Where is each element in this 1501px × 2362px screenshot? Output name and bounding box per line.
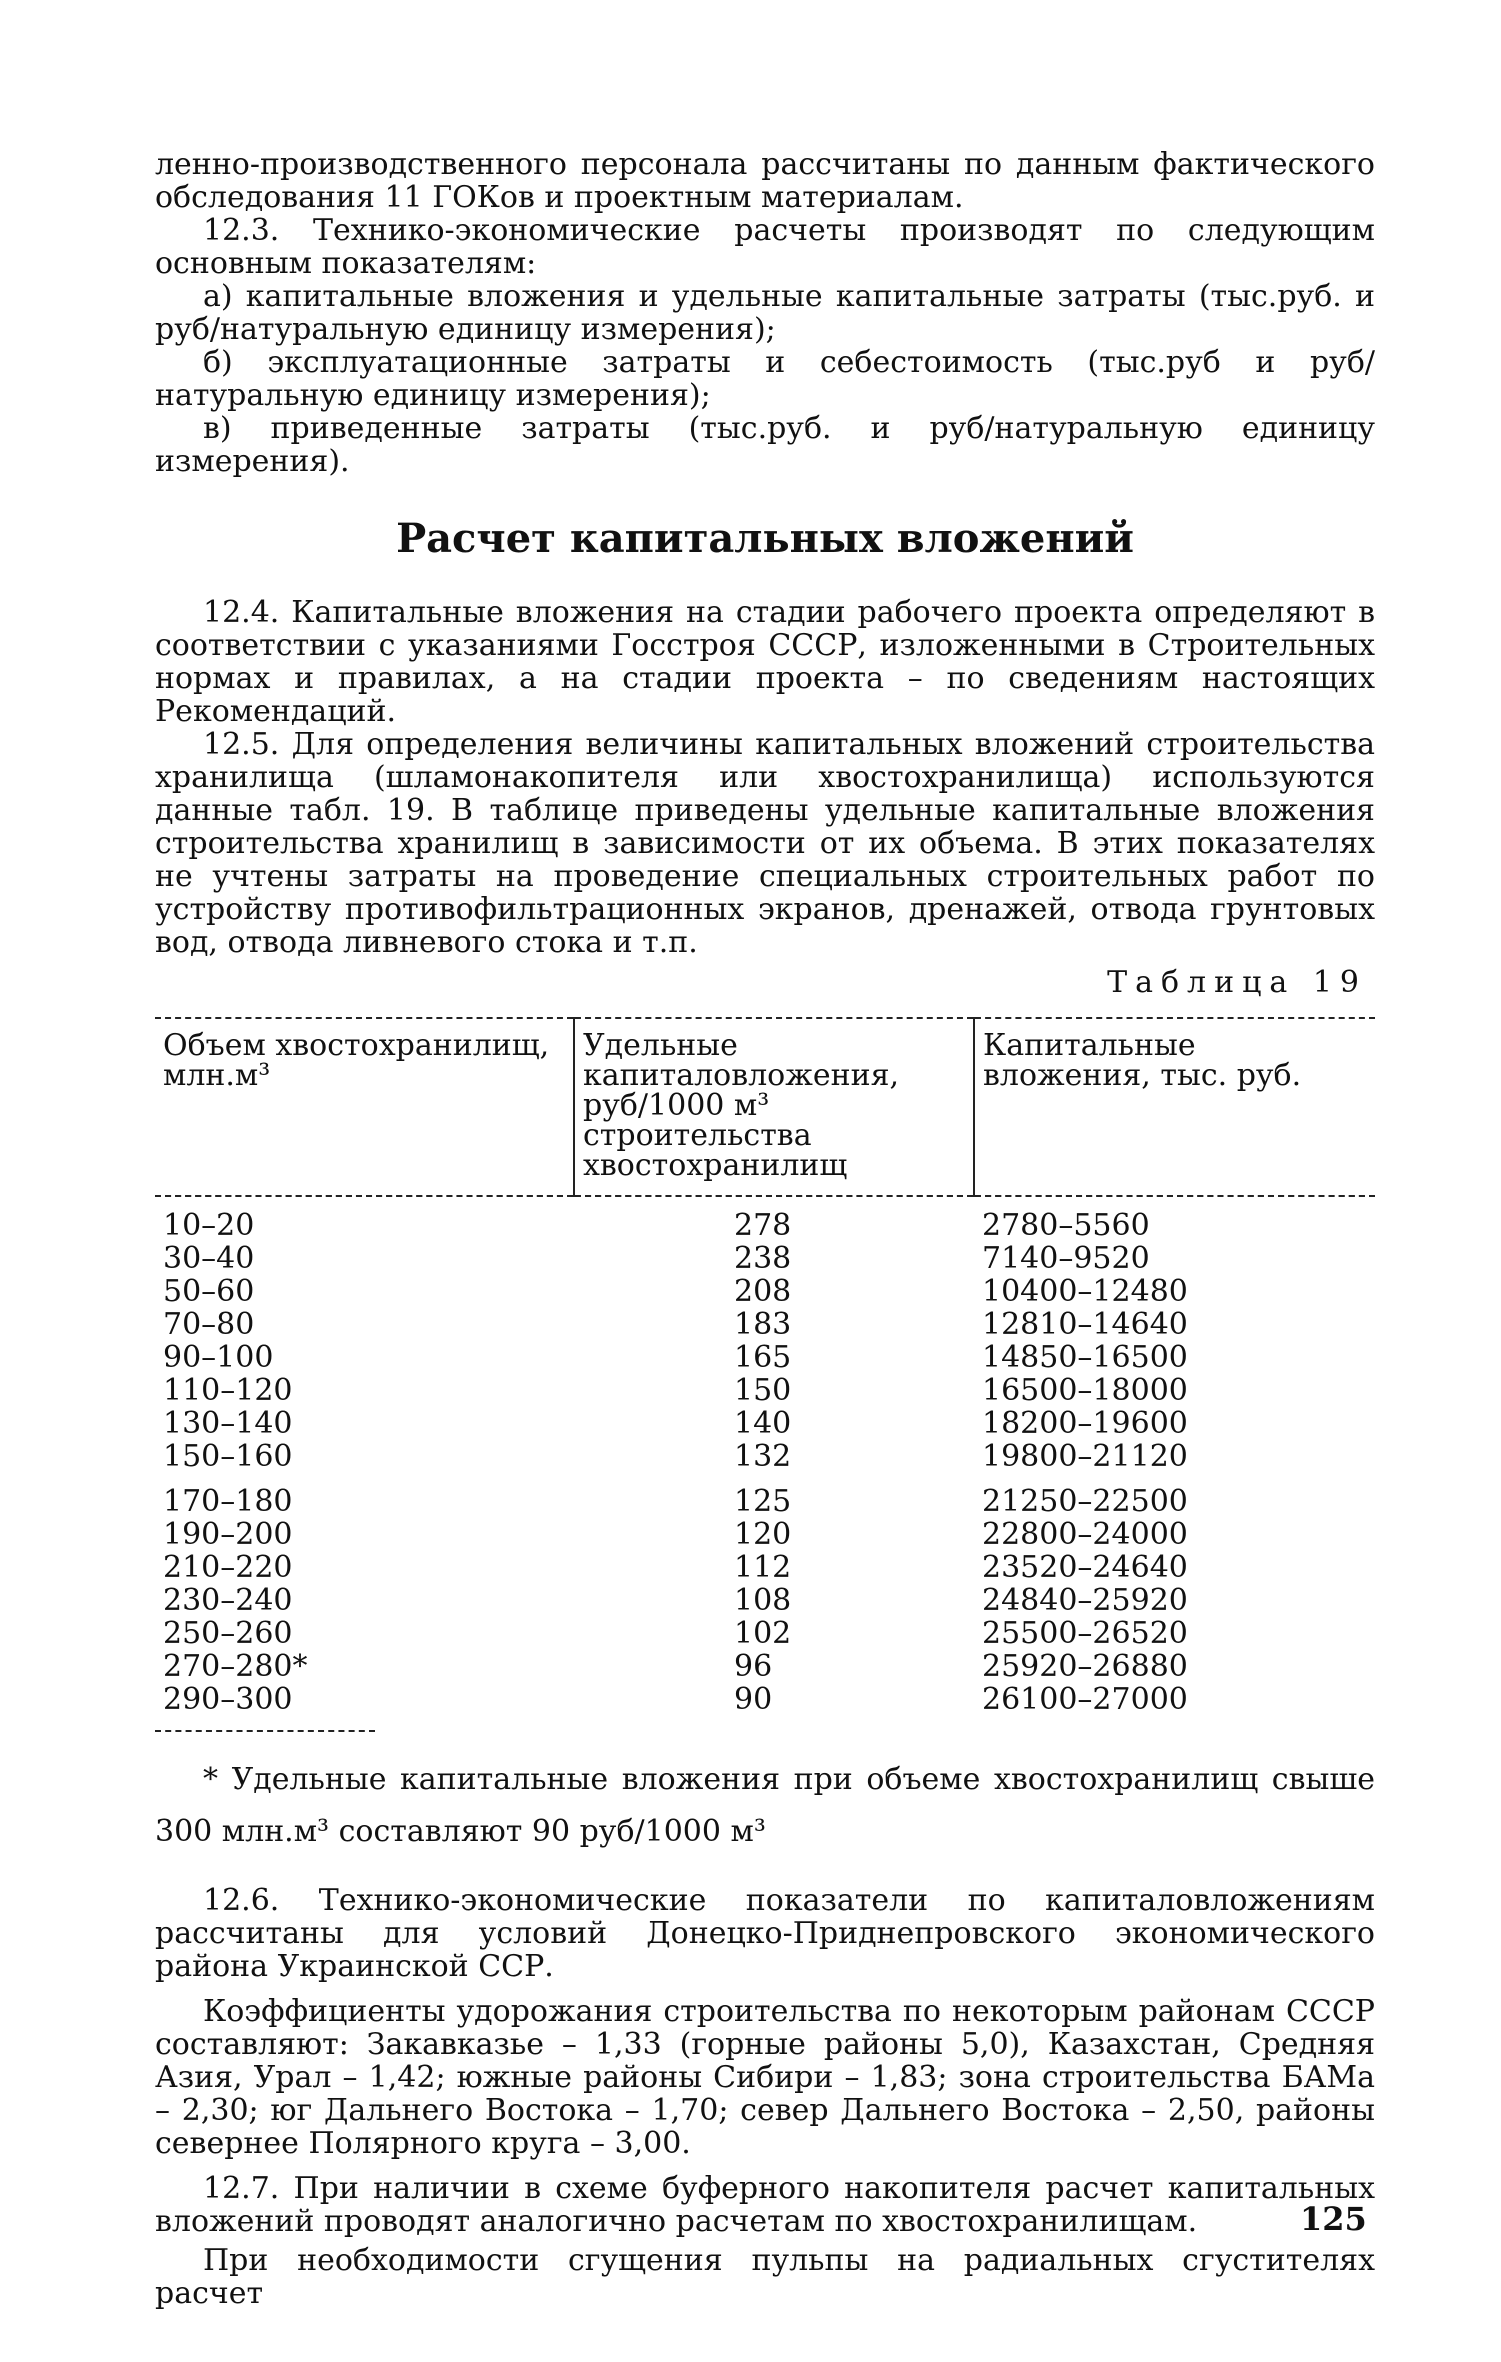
cell-investment: 12810–14640 [982,1307,1188,1342]
table-row [155,1374,1375,1407]
table-row [155,1308,1375,1341]
cell-investment: 14850–16500 [982,1340,1188,1375]
cell-unit-investment: 238 [734,1241,792,1276]
cell-investment: 19800–21120 [982,1439,1188,1474]
cell-unit-investment: 125 [734,1484,792,1519]
page-number: 125 [1300,2200,1367,2238]
paragraph-12-7: 12.7. При наличии в схеме буферного накопителя расчет капитальных вложений проводят аналогично расчетам по хвостохранилищам. [155,2171,1375,2239]
cell-unit-investment: 208 [734,1274,792,1309]
cell-unit-investment: 132 [734,1439,792,1474]
cell-volume: 210–220 [163,1550,293,1585]
table-body [155,1196,1375,1716]
cell-unit-investment: 183 [734,1307,792,1342]
cell-volume: 50–60 [163,1274,255,1309]
cell-volume: 10–20 [163,1208,255,1243]
paragraph-12-3: 12.3. Технико-экономические расчеты производят по следующим основным показателям: [155,213,1375,281]
cell-volume: 150–160 [163,1439,293,1474]
table-row [155,1551,1375,1584]
cell-unit-investment: 90 [734,1682,773,1717]
cell-volume: 110–120 [163,1373,293,1408]
table-19 [155,1017,1375,1716]
cell-investment: 7140–9520 [982,1241,1150,1276]
cell-investment: 18200–19600 [982,1406,1188,1441]
paragraph-continuation: ленно-производственного персонала рассчитаны по данным фактического обследования 11 ГОКов и проектным материалам. [155,147,1375,215]
table-row [155,1196,1375,1242]
cell-unit-investment: 112 [734,1550,792,1585]
cell-volume: 270–280* [163,1649,308,1684]
table-row [155,1518,1375,1551]
cell-volume: 170–180 [163,1484,293,1519]
paragraph-12-6: 12.6. Технико-экономические показатели по капиталовложениям рассчитаны для условий Донецко-Приднепровского экономического района Украинской ССР. [155,1883,1375,1984]
cell-volume: 290–300 [163,1682,293,1717]
table-footnote: * Удельные капитальные вложения при объеме хвостохранилищ свыше 300 млн.м³ составляют 90 руб/1000 м³ [155,1762,1375,1849]
cell-volume: 90–100 [163,1340,274,1375]
list-item-b: б) эксплуатационные затраты и себестоимость (тыс.руб и руб/натуральную единицу измерения); [155,345,1375,413]
table-row [155,1341,1375,1374]
cell-unit-investment: 108 [734,1583,792,1618]
cell-unit-investment: 140 [734,1406,792,1441]
cell-volume: 30–40 [163,1241,255,1276]
cell-unit-investment: 150 [734,1373,792,1408]
table-row [155,1584,1375,1617]
cell-unit-investment: 120 [734,1517,792,1552]
cell-unit-investment: 96 [734,1649,773,1684]
cell-investment: 2780–5560 [982,1208,1150,1243]
table-row [155,1683,1375,1716]
cell-investment: 25500–26520 [982,1616,1188,1651]
cell-unit-investment: 102 [734,1616,792,1651]
cell-investment: 24840–25920 [982,1583,1188,1618]
cell-investment: 26100–27000 [982,1682,1188,1717]
cell-volume: 230–240 [163,1583,293,1618]
table-row [155,1617,1375,1650]
cell-unit-investment: 278 [734,1208,792,1243]
table-row [155,1650,1375,1683]
cell-volume: 130–140 [163,1406,293,1441]
cell-investment: 21250–22500 [982,1484,1188,1519]
cell-volume: 250–260 [163,1616,293,1651]
header-investment: Капитальные вложения, тыс. руб. [974,1018,1375,1196]
table-row [155,1473,1375,1518]
table-end-rule [155,1730,375,1732]
cell-unit-investment: 165 [734,1340,792,1375]
header-unit-investment: Удельные капиталовложения, руб/1000 м³ строительства хвостохранилищ [574,1018,974,1196]
paragraph-12-4: 12.4. Капитальные вложения на стадии рабочего проекта определяют в соответствии с указаниями Госстроя СССР, изложенными в Строительных нормах и правилах, а на стадии проекта – по сведениям настоящих Рекомендаций. [155,595,1375,729]
cell-volume: 190–200 [163,1517,293,1552]
paragraph-last: При необходимости сгущения пульпы на радиальных сгустителях расчет [155,2243,1375,2311]
document-page [155,148,1375,2310]
table-row [155,1407,1375,1440]
cell-investment: 22800–24000 [982,1517,1188,1552]
table-row [155,1440,1375,1473]
cell-volume: 70–80 [163,1307,255,1342]
paragraph-coefficients: Коэффициенты удорожания строительства по некоторым районам СССР составляют: Закавказье – 1,33 (горные районы 5,0), Казахстан, Средняя Азия, Урал – 1,42; южные районы Сибири – 1,83; зона строительства БАМа – 2,30; юг Дальнего Востока – 1,70; север Дальнего Востока – 2,50, районы севернее Полярного круга – 3,00. [155,1994,1375,2161]
table-header-row [155,1018,1375,1196]
cell-investment: 23520–24640 [982,1550,1188,1585]
cell-investment: 25920–26880 [982,1649,1188,1684]
header-volume: Объем хвостохранилищ, млн.м³ [155,1018,574,1196]
table-row [155,1275,1375,1308]
section-heading: Расчет капитальных вложений [396,515,1134,562]
cell-investment: 10400–12480 [982,1274,1188,1309]
list-item-a: а) капитальные вложения и удельные капитальные затраты (тыс.руб. и руб/натуральную единицу измерения); [155,279,1375,347]
cell-investment: 16500–18000 [982,1373,1188,1408]
list-item-v: в) приведенные затраты (тыс.руб. и руб/натуральную единицу измерения). [155,411,1375,479]
paragraph-12-5: 12.5. Для определения величины капитальных вложений строительства хранилища (шламонакопителя или хвостохранилища) используются данные табл. 19. В таблице приведены удельные капитальные вложения строительства хранилищ в зависимости от их объема. В этих показателях не учтены затраты на проведение специальных строительных работ по устройству противофильтрационных экранов, дренажей, отвода грунтовых вод, отвода ливневого стока и т.п. [155,727,1375,960]
table-caption: Таблица 19 [1107,965,1367,1000]
table-row [155,1242,1375,1275]
